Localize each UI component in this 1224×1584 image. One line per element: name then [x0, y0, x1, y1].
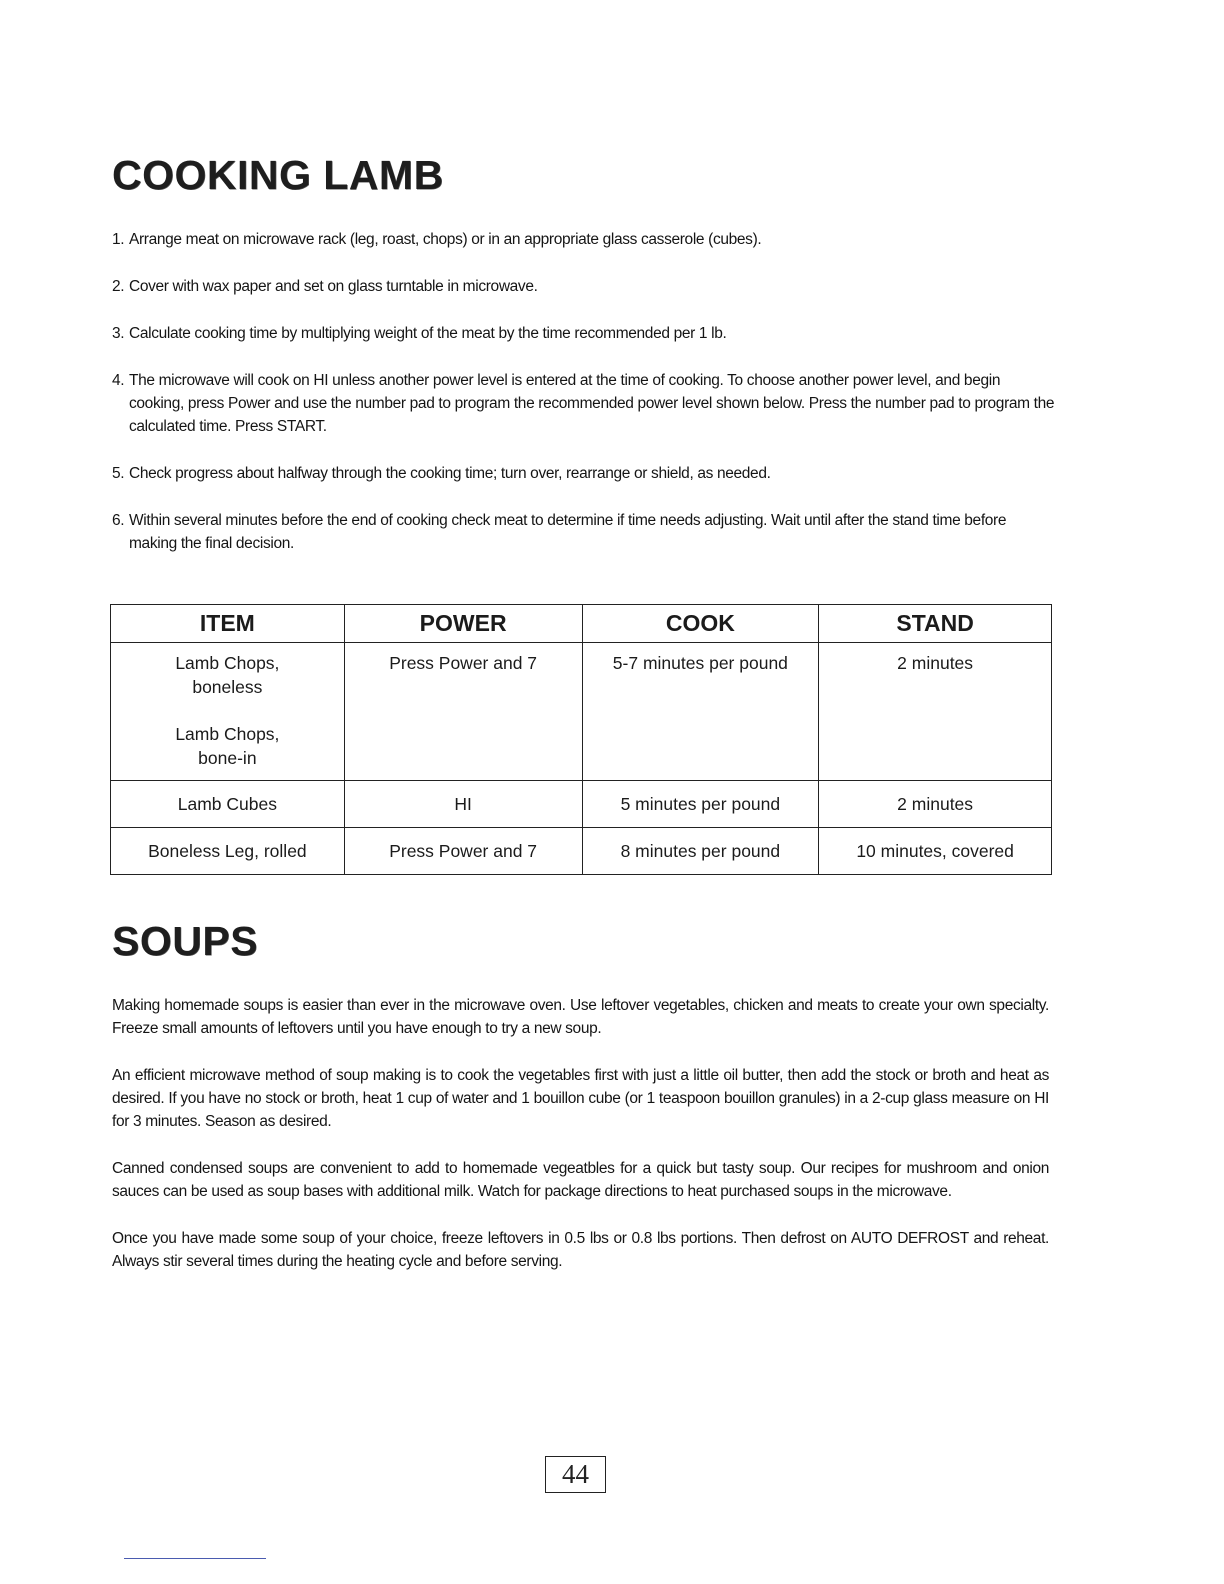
step-text: Arrange meat on microwave rack (leg, roast, chops) or in an appropriate glass casserole (cubes).: [129, 231, 762, 248]
cell-item: Lamb Cubes: [111, 781, 345, 828]
step-text: Calculate cooking time by multiplying weight of the meat by the time recommended per 1 lb.: [129, 325, 727, 342]
cell-cook: 8 minutes per pound: [582, 828, 819, 875]
cell-stand: 2 minutes: [819, 781, 1052, 828]
page-number: 44: [545, 1456, 606, 1493]
step-number: 1.: [112, 231, 125, 248]
item-line: boneless: [192, 677, 263, 697]
header-cook: COOK: [582, 605, 819, 643]
lamb-steps-list: [112, 228, 1057, 579]
soups-body: [112, 994, 1049, 1297]
table-row: [111, 643, 1052, 781]
lamb-step-1: [112, 228, 1057, 251]
step-number: 4.: [112, 372, 125, 389]
item-line: Lamb Chops,: [175, 724, 280, 744]
item-line: bone-in: [198, 748, 257, 768]
cell-stand: 2 minutes: [819, 643, 1052, 781]
header-item: ITEM: [111, 605, 345, 643]
table-header-row: [111, 605, 1052, 643]
footer-divider: [124, 1558, 266, 1559]
header-stand: STAND: [819, 605, 1052, 643]
step-number: 2.: [112, 278, 125, 295]
step-text: The microwave will cook on HI unless another power level is entered at the time of cooking. To choose another power level, and begin cooking, press Power and use the number pad to program the recommended power level shown below. Press the number pad to program the calculated time. Press START.: [129, 372, 1055, 435]
table-row: [111, 828, 1052, 875]
cell-item: Boneless Leg, rolled: [111, 828, 345, 875]
soups-paragraph-4: Once you have made some soup of your choice, freeze leftovers in 0.5 lbs or 0.8 lbs portions. Then defrost on AUTO DEFROST and reheat. Always stir several times during the heating cycle and before serving.: [112, 1230, 1049, 1270]
lamb-step-3: [112, 322, 1057, 345]
soups-paragraph-2: An efficient microwave method of soup making is to cook the vegetables first with just a little oil butter, then add the stock or broth and heat as desired. If you have no stock or broth, heat 1 cup of water and 1 bouillon cube (or 1 teaspoon bouillon granules) in a 2-cup glass measure on HI for 3 minutes. Season as desired.: [112, 1067, 1049, 1130]
step-text: Cover with wax paper and set on glass turntable in microwave.: [129, 278, 538, 295]
cell-item: [111, 643, 345, 781]
table-row: [111, 781, 1052, 828]
cell-power: Press Power and 7: [344, 828, 582, 875]
cooking-lamb-heading: COOKING LAMB: [112, 152, 444, 198]
cell-cook: 5-7 minutes per pound: [582, 643, 819, 781]
header-power: POWER: [344, 605, 582, 643]
lamb-step-4: [112, 369, 1057, 438]
cell-power: Press Power and 7: [344, 643, 582, 781]
item-line: Lamb Chops,: [175, 653, 280, 673]
step-number: 5.: [112, 465, 125, 482]
cell-stand: 10 minutes, covered: [819, 828, 1052, 875]
soups-paragraph-1: Making homemade soups is easier than ever in the microwave oven. Use leftover vegetables, chicken and meats to create your own specialty. Freeze small amounts of leftovers until you have enough to try a new soup.: [112, 997, 1049, 1037]
cell-cook: 5 minutes per pound: [582, 781, 819, 828]
lamb-step-2: [112, 275, 1057, 298]
step-number: 3.: [112, 325, 125, 342]
soups-paragraph-3: Canned condensed soups are convenient to add to homemade vegeatbles for a quick but tasty soup. Our recipes for mushroom and onion sauces can be used as soup bases with additional milk. Watch for package directions to heat purchased soups in the microwave.: [112, 1160, 1049, 1200]
lamb-step-5: [112, 462, 1057, 485]
step-text: Within several minutes before the end of cooking check meat to determine if time needs adjusting. Wait until after the stand time before making the final decision.: [129, 512, 1007, 552]
soups-heading: SOUPS: [112, 918, 259, 964]
step-text: Check progress about halfway through the cooking time; turn over, rearrange or shield, as needed.: [129, 465, 771, 482]
step-number: 6.: [112, 512, 125, 529]
lamb-cooking-table: [110, 604, 1052, 875]
lamb-step-6: [112, 509, 1057, 555]
cell-power: HI: [344, 781, 582, 828]
